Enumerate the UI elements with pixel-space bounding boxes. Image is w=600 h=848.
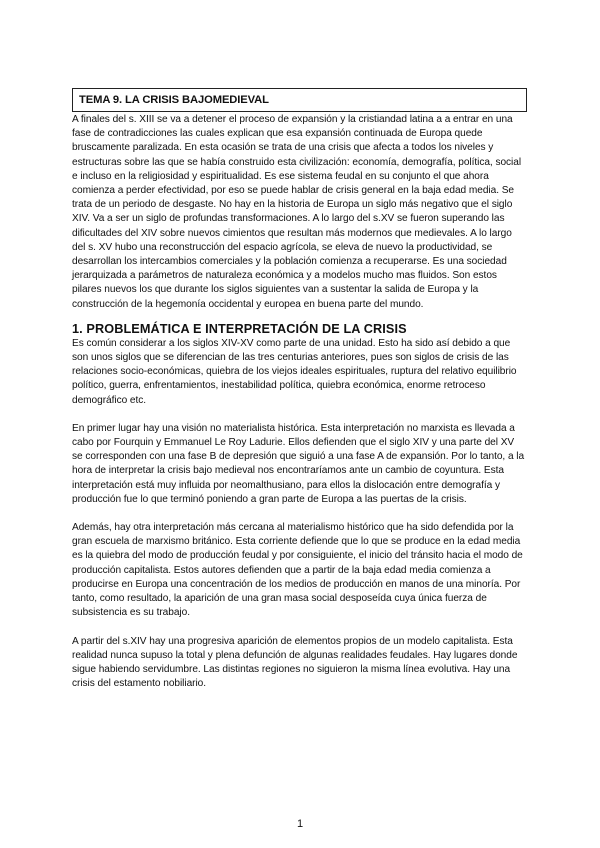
section-paragraph-4: A partir del s.XIV hay una progresiva aparición de elementos propios de un modelo capitalista. Esta realidad nunca supuso la total y plena defunción de algunas realidades feudales. Hay lugares donde sigue habiendo servidumbre. Las distintas regiones no siguieron la misma línea evolutiva. Hay una crisis del estamento nobiliario. <box>72 635 518 690</box>
document-title: TEMA 9. LA CRISIS BAJOMEDIEVAL <box>72 88 527 112</box>
section-paragraph-2: En primer lugar hay una visión no materialista histórica. Esta interpretación no marxista es llevada a cabo por Fourquin y Emmanuel Le Roy Ladurie. Ellos defienden que el siglo XIV y una parte del XV se corresponden con una fase B de depresión que siguió a una fase A de expansión. Por lo tanto, a la hora de interpretar la crisis bajo medieval nos encontraríamos ante un cambio de coyuntura. Esta interpretación está muy influida por neomalthusiano, para ellos la dislocación entre demografía y producción fue lo que terminó poniendo a gran parte de Europa a las puertas de la crisis. <box>72 422 525 505</box>
page-number: 1 <box>296 818 304 830</box>
document-page <box>72 88 527 691</box>
intro-paragraph: A finales del s. XIII se va a detener el proceso de expansión y la cristiandad latina a a entrar en una fase de contradicciones las cuales explican que esa expansión continuada de Europa quede bruscamente paralizada. En esta ocasión se trata de una crisis que afecta a todos los niveles y estructuras sobre las que se había construido esta civilización: economía, demografía, política, social e incluso en la religiosidad y espiritualidad. Es ese sistema feudal en su conjunto el que ahora comienza a perder efectividad, por eso se puede hablar de crisis general en la baja edad media. Se trata de un periodo de desgaste. No hay en la historia de Europa un siglo más negativo que el siglo XIV. Va a ser un siglo de profundas transformaciones. A lo largo del s.XV se fueron superando las dificultades del XIV sobre nuevos cimientos que resultan más modernos que medievales. A lo largo del s. XV hubo una reconstrucción del espacio agrícola, se eleva de nuevo la productividad, se desarrollan los intercambios comerciales y la población comienza a recuperarse. Es una sociedad jerarquizada a parámetros de naturaleza económica y a modelos mucho mas fluidos. Son estos pilares nuevos los que durante los siglos siguientes van a sustentar la salida de Europa y la construcción de la hegemonía occidental y europea en buena parte del mundo. <box>72 114 522 310</box>
section-paragraph-3: Además, hay otra interpretación más cercana al materialismo histórico que ha sido defendida por la gran escuela de marxismo británico. Esta corriente defiende que lo que se produce en la edad media es la quiebra del modo de producción feudal y por consiguiente, el inicio del tránsito hacia el modo de producción capitalista. Estos autores defienden que a partir de la baja edad media comienza a producirse en Europa una concentración de los medios de producción en manos de una minoría. Por tanto, como resultado, la aparición de una gran masa social desposeída cuya única fuerza de subsistencia es su trabajo. <box>72 522 523 619</box>
section-paragraph-1: Es común considerar a los siglos XIV-XV como parte de una unidad. Esto ha sido así debido a que son unos siglos que se diferencian de las tres centurias anteriores, pues son siglos de crisis de las relaciones socio-económicas, quiebra de los viejos ideales espirituales, ruptura del relativo equilibrio político, guerra, enfrentamientos, inestabilidad política, quiebra económica, enorme retroceso demográfico etc. <box>72 337 517 406</box>
section-heading: 1. PROBLEMÁTICA E INTERPRETACIÓN DE LA CRISIS <box>72 321 407 336</box>
